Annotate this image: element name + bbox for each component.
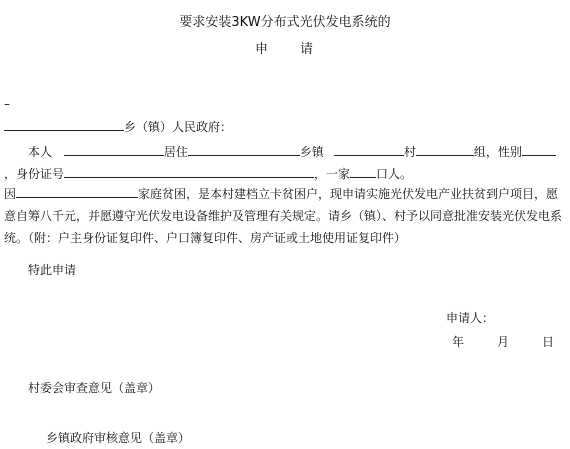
dash-mark: – — [4, 97, 10, 111]
township-opinion: 乡镇政府审核意见（盖章） — [46, 431, 191, 445]
date-year: 年 — [452, 335, 465, 349]
info-line-2 — [4, 164, 412, 182]
info-line-1 — [28, 142, 556, 160]
reason-blank — [16, 184, 138, 198]
application-paragraph — [4, 183, 566, 249]
village-label: 村 — [403, 145, 416, 159]
document-subtitle: 申 请 — [254, 42, 315, 57]
group-label: 组，性别 — [473, 145, 522, 159]
document-title: 要求安装3KW分布式光伏发电系统的 — [179, 15, 391, 30]
family-count-blank — [350, 164, 376, 178]
village-blank — [334, 142, 404, 156]
paragraph-body: 家庭贫困，是本村建档立卡贫困户，现申请实施光伏发电产业扶贫到户项目，愿意自筹八千元，并愿遵守光伏发电设备维护及管理有关规定。请乡（镇）、村予以同意批准安装光伏发电系统。（附：户主身份证复印件、户口簿复印件、房产证或土地使用证复印件） — [4, 187, 563, 245]
village-committee-opinion: 村委会审查意见（盖章） — [28, 381, 161, 395]
resides-label: 居住 — [163, 145, 188, 159]
addressee-line — [4, 117, 232, 135]
applicant-label: 申请人： — [446, 311, 495, 325]
closing-text: 特此申请 — [28, 263, 77, 277]
addressee-suffix: 乡（镇）人民政府： — [124, 120, 233, 134]
date-day: 日 — [542, 335, 555, 349]
gender-blank — [522, 142, 556, 156]
persons-label: 口人。 — [376, 167, 413, 181]
group-blank — [416, 142, 474, 156]
residence-blank — [188, 142, 300, 156]
township-blank — [4, 117, 124, 131]
id-label: ，身份证号 — [4, 167, 65, 181]
lead-label: 本人 — [28, 145, 53, 159]
name-blank — [64, 142, 164, 156]
because-label: 因 — [4, 187, 17, 201]
town-label: 乡镇 — [299, 145, 324, 159]
date-month: 月 — [497, 335, 510, 349]
family-label: ，一家 — [314, 167, 351, 181]
id-blank — [64, 164, 314, 178]
